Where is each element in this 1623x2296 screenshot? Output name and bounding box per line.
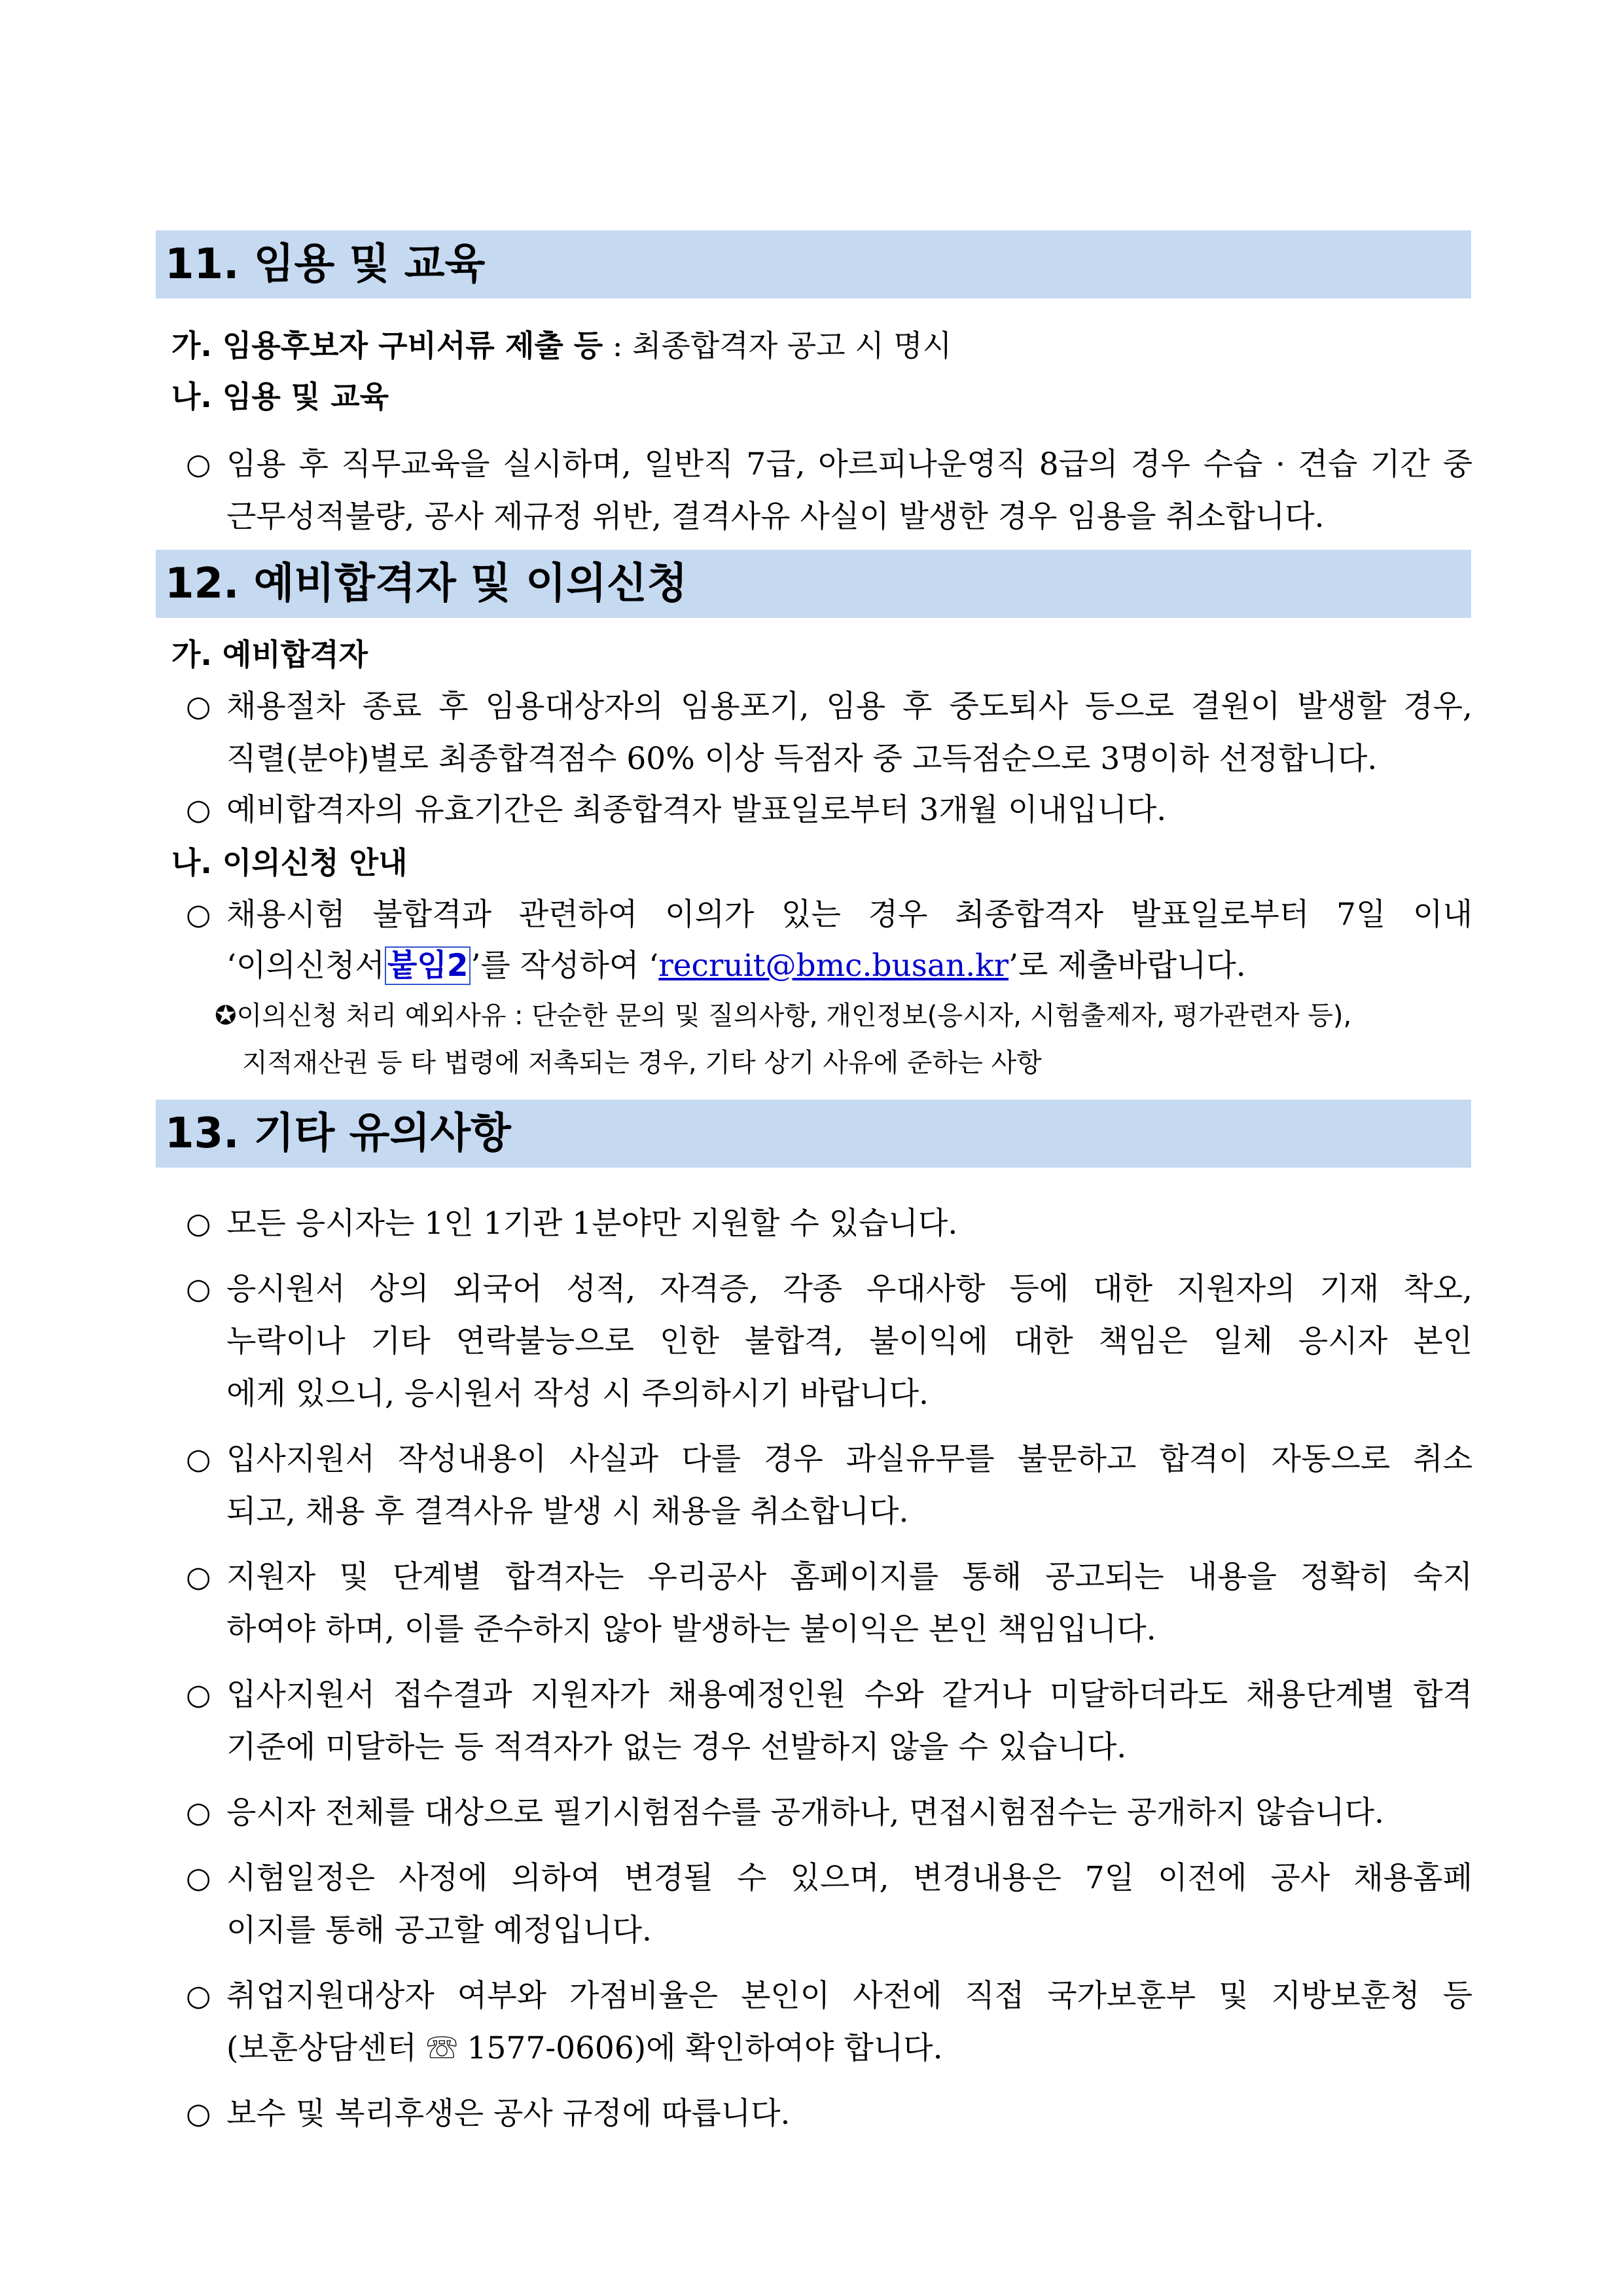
- bullet-circle: ○: [186, 448, 211, 481]
- s13-item7-line1: 시험일정은 사정에 의하여 변경될 수 있으며, 변경내용은 7일 이전에 공사 채용홈페: [226, 1860, 1472, 1896]
- s13-item4-line1: 지원자 및 단계별 합격자는 우리공사 홈페이지를 통해 공고되는 내용을 정확히 숙지: [226, 1559, 1472, 1595]
- s11-a-row: [171, 326, 952, 365]
- bullet-circle: ○: [186, 1796, 211, 1829]
- s12-a-label: 가. 예비합격자: [171, 637, 368, 672]
- s12-note-line1: ✪이의신청 처리 예외사유 : 단순한 문의 및 질의사항, 개인정보(응시자, 시험출제자, 평가관련자 등),: [215, 1001, 1352, 1031]
- bullet-circle: ○: [186, 1207, 211, 1240]
- s12-b1-line2: [226, 946, 1246, 986]
- s13-item8-line1: 취업지원대상자 여부와 가점비율은 본인이 사전에 직접 국가보훈부 및 지방보훈청 등: [226, 1978, 1472, 2014]
- s13-item2-line3: 에게 있으니, 응시원서 작성 시 주의하시기 바랍니다.: [226, 1376, 929, 1412]
- s12-b1-l2-mid: ’를 작성하여 ‘: [471, 948, 659, 984]
- attachment-2-link[interactable]: 붙임2: [385, 946, 471, 985]
- s13-item6-line1: 응시자 전체를 대상으로 필기시험점수를 공개하나, 면접시험점수는 공개하지 않습니다.: [226, 1795, 1384, 1831]
- s11-b-line2: 근무성적불량, 공사 제규정 위반, 결격사유 사실이 발생한 경우 임용을 취소합니다.: [226, 499, 1325, 535]
- section-13-heading: 13. 기타 유의사항: [156, 1100, 1471, 1168]
- s13-item4-line2: 하여야 하며, 이를 준수하지 않아 발생하는 불이익은 본인 책임입니다.: [226, 1611, 1156, 1647]
- s12-a1-line2: 직렬(분야)별로 최종합격점수 60% 이상 득점자 중 고득점순으로 3명이하 선정합니다.: [226, 741, 1378, 777]
- bullet-circle: ○: [186, 1272, 211, 1306]
- email-link[interactable]: recruit@bmc.busan.kr: [658, 948, 1009, 984]
- s11-a-label: 가. 임용후보자 구비서류 제출 등: [171, 328, 603, 363]
- bullet-circle: ○: [186, 690, 211, 723]
- s13-item1-line1: 모든 응시자는 1인 1기관 1분야만 지원할 수 있습니다.: [226, 1206, 958, 1242]
- s12-b1-l2-post: ’로 제출바랍니다.: [1008, 948, 1246, 984]
- s13-item3-line1: 입사지원서 작성내용이 사실과 다를 경우 과실유무를 불문하고 합격이 자동으로 취소: [226, 1441, 1472, 1477]
- s13-item2-line1: 응시원서 상의 외국어 성적, 자격증, 각종 우대사항 등에 대한 지원자의 기재 착오,: [226, 1271, 1472, 1307]
- s11-b-line1: 임용 후 직무교육을 실시하며, 일반직 7급, 아르피나운영직 8급의 경우 수습 · 견습 기간 중: [226, 446, 1472, 482]
- bullet-circle: ○: [186, 1560, 211, 1594]
- bullet-circle: ○: [186, 1861, 211, 1895]
- s12-b1-line1: 채용시험 불합격과 관련하여 이의가 있는 경우 최종합격자 발표일로부터 7일 이내: [226, 897, 1472, 933]
- s13-item9-line1: 보수 및 복리후생은 공사 규정에 따릅니다.: [226, 2096, 791, 2132]
- s13-item8-line2: (보훈상담센터 ☏ 1577-0606)에 확인하여야 합니다.: [226, 2030, 943, 2066]
- s12-a2-line1: 예비합격자의 유효기간은 최종합격자 발표일로부터 3개월 이내입니다.: [226, 792, 1167, 828]
- s13-item2-line2: 누락이나 기타 연락불능으로 인한 불합격, 불이익에 대한 책임은 일체 응시자 본인: [226, 1323, 1472, 1359]
- bullet-circle: ○: [186, 1443, 211, 1476]
- s13-item3-line2: 되고, 채용 후 결격사유 발생 시 채용을 취소합니다.: [226, 1494, 909, 1530]
- section-11-heading: 11. 임용 및 교육: [156, 230, 1471, 298]
- s13-item7-line2: 이지를 통해 공고할 예정입니다.: [226, 1912, 652, 1948]
- section-12-heading: 12. 예비합격자 및 이의신청: [156, 550, 1471, 618]
- bullet-circle: ○: [186, 2097, 211, 2130]
- s11-b-label: 나. 임용 및 교육: [171, 379, 389, 414]
- bullet-circle: ○: [186, 898, 211, 931]
- s13-item5-line2: 기준에 미달하는 등 적격자가 없는 경우 선발하지 않을 수 있습니다.: [226, 1729, 1127, 1765]
- s12-b-label: 나. 이의신청 안내: [171, 845, 408, 880]
- s12-note-line2: 지적재산권 등 타 법령에 저촉되는 경우, 기타 상기 사유에 준하는 사항: [242, 1048, 1042, 1078]
- s11-a-text: : 최종합격자 공고 시 명시: [603, 328, 952, 363]
- s12-a1-line1: 채용절차 종료 후 임용대상자의 임용포기, 임용 후 중도퇴사 등으로 결원이 발생할 경우,: [226, 689, 1472, 725]
- bullet-circle: ○: [186, 793, 211, 827]
- bullet-circle: ○: [186, 1678, 211, 1712]
- bullet-circle: ○: [186, 1979, 211, 2013]
- s13-item5-line1: 입사지원서 접수결과 지원자가 채용예정인원 수와 같거나 미달하더라도 채용단계별 합격: [226, 1677, 1472, 1713]
- s12-b1-l2-pre: ‘이의신청서: [226, 948, 385, 984]
